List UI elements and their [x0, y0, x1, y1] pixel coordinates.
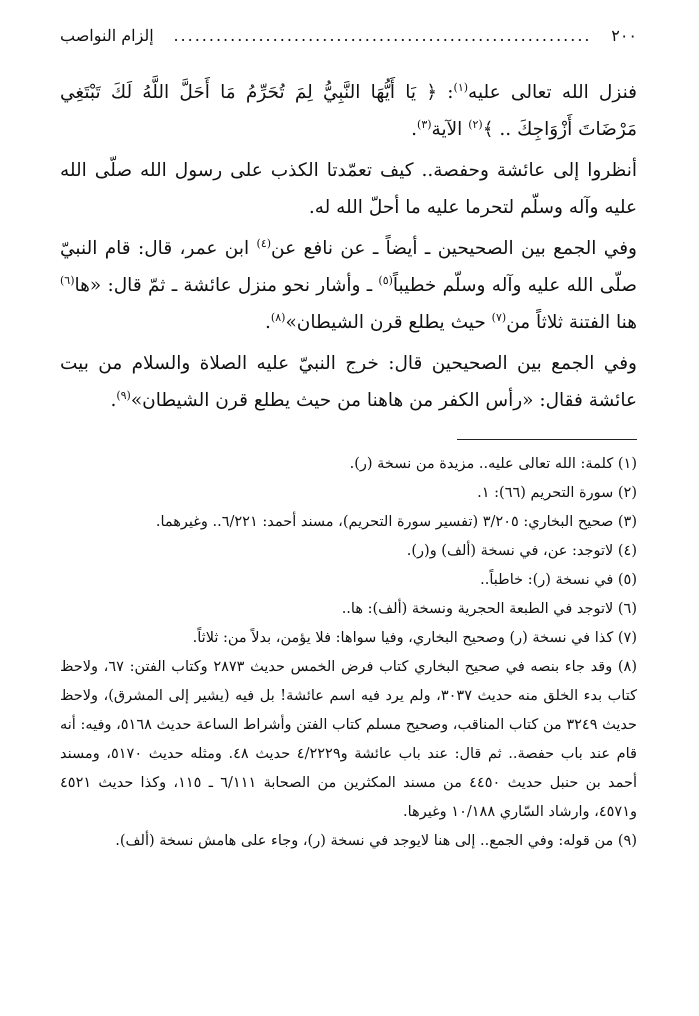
footnote-ref-4: (٤)	[256, 236, 272, 250]
paragraph-3	[60, 230, 637, 341]
running-header	[60, 26, 637, 50]
footnote-separator	[457, 439, 637, 440]
book-page	[60, 26, 637, 856]
footnote-9: (٩) من قوله: وفي الجمع.. إلى هنا لايوجد في نسخة (ر)، وجاء على هامش نسخة (ألف).	[115, 833, 637, 849]
running-title: إلزام النواصب	[60, 26, 154, 45]
paragraph-3-text-a: وفي الجمع بين الصحيحين ـ أيضاً ـ عن نافع عن	[271, 238, 637, 259]
paragraph-3-text-e: حيث يطلع قرن الشيطان»	[285, 312, 492, 333]
paragraph-1	[60, 74, 637, 148]
paragraph-2: أنظروا إلى عائشة وحفصة.. كيف تعمّدتا الكذب على رسول الله صلّى الله عليه وآله وسلّم لتحرما عليه ما أحلّ الله له.	[60, 160, 637, 218]
paragraph-1-text-d: .	[411, 119, 418, 140]
footnote-8: (٨) وقد جاء بنصه في صحيح البخاري كتاب فرض الخمس حديث ٢٨٧٣ وكتاب الفتن: ٦٧، ولاحظ كتاب بدء الخلق منه حديث ٣٠٣٧، ولم يرد فيه اسم عائشة! بل فيه (يشير إلى المشرق)، ولاحظ حديث ٣٢٤٩ من كتاب المناقب، وصحيح مسلم كتاب الفتن وأشراط الساعة حديث ٥١٦٨، وفيه: أنه قام عند باب حفصة.. ثم قال: عند باب عائشة و٤/٢٢٢٩ حديث ٤٨. ومثله حديث ٥١٧٠، ومسند أحمد بن حنبل حديث ٤٤٥٠ من مسند المكثرين من الصحابة ٦/١١١ ـ ١١٥، وكذا حديث ٤٥٢١ و٤٥٧١، وارشاد السّاري ١٠/١٨٨ وغيرها.	[60, 659, 638, 820]
footnote-1: (١) كلمة: الله تعالى عليه.. مزيدة من نسخة (ر).	[349, 456, 637, 472]
footnote-3: (٣) صحيح البخاري: ٣/٢٠٥ (تفسير سورة التحريم)، مسند أحمد: ٦/٢٢١.. وغيرهما.	[155, 514, 637, 530]
footnotes	[60, 450, 637, 856]
footnote-6: (٦) لاتوجد في الطبعة الحجرية ونسخة (ألف): ها..	[341, 601, 637, 617]
page-number: ٢٠٠	[611, 26, 637, 45]
footnote-ref-7: (٧)	[491, 310, 507, 324]
footnote-4: (٤) لاتوجد: عن، في نسخة (ألف) و(ر).	[406, 543, 637, 559]
paragraph-3-text-f: .	[265, 312, 271, 333]
footnote-ref-2: (٢)	[468, 117, 483, 131]
footnote-ref-6: (٦)	[60, 273, 75, 287]
paragraph-3-text-c: ـ وأشار نحو منزل عائشة ـ ثمّ قال: «ها	[74, 275, 379, 296]
paragraph-3-text-d: هنا الفتنة ثلاثاً من	[506, 312, 637, 333]
header-leader-dots: ...........................................................	[173, 26, 592, 45]
paragraph-1-text-a: فنزل الله تعالى عليه	[468, 82, 638, 103]
paragraph-4	[60, 345, 637, 419]
footnote-ref-8: (٨)	[270, 310, 286, 324]
main-text	[60, 74, 637, 419]
footnote-2: (٢) سورة التحريم (٦٦): ١.	[477, 485, 637, 501]
paragraph-4-text-b: .	[110, 390, 117, 411]
footnote-ref-9: (٩)	[116, 388, 131, 402]
footnote-ref-3: (٣)	[417, 117, 432, 131]
paragraph-1-verse: : ﴿ يَا أَيُّهَا النَّبِيُّ لِمَ تُحَرِّمُ مَا أَحَلَّ اللَّهُ لَكَ تَبْتَغِي مَرْضَاتَ أَزْوَاجِكَ .. ﴾	[60, 82, 637, 140]
paragraph-3-text-b: ابن عمر، قال: قام النبيّ صلّى الله عليه وآله وسلّم خطيباً	[60, 238, 637, 296]
paragraph-1-text-c: الآية	[431, 119, 469, 140]
footnote-ref-5: (٥)	[378, 273, 393, 287]
footnote-7: (٧) كذا في نسخة (ر) وصحيح البخاري، وفيا سواها: فلا يؤمن، بدلاً من: ثلاثاً.	[192, 630, 637, 646]
paragraph-4-text-a: وفي الجمع بين الصحيحين قال: خرج النبيّ عليه الصلاة والسلام من بيت عائشة فقال: «رأس الكفر من هاهنا من حيث يطلع قرن الشيطان»	[60, 353, 637, 411]
footnote-ref-1: (١)	[453, 80, 469, 94]
footnote-5: (٥) في نسخة (ر): خاطباً..	[480, 572, 637, 588]
